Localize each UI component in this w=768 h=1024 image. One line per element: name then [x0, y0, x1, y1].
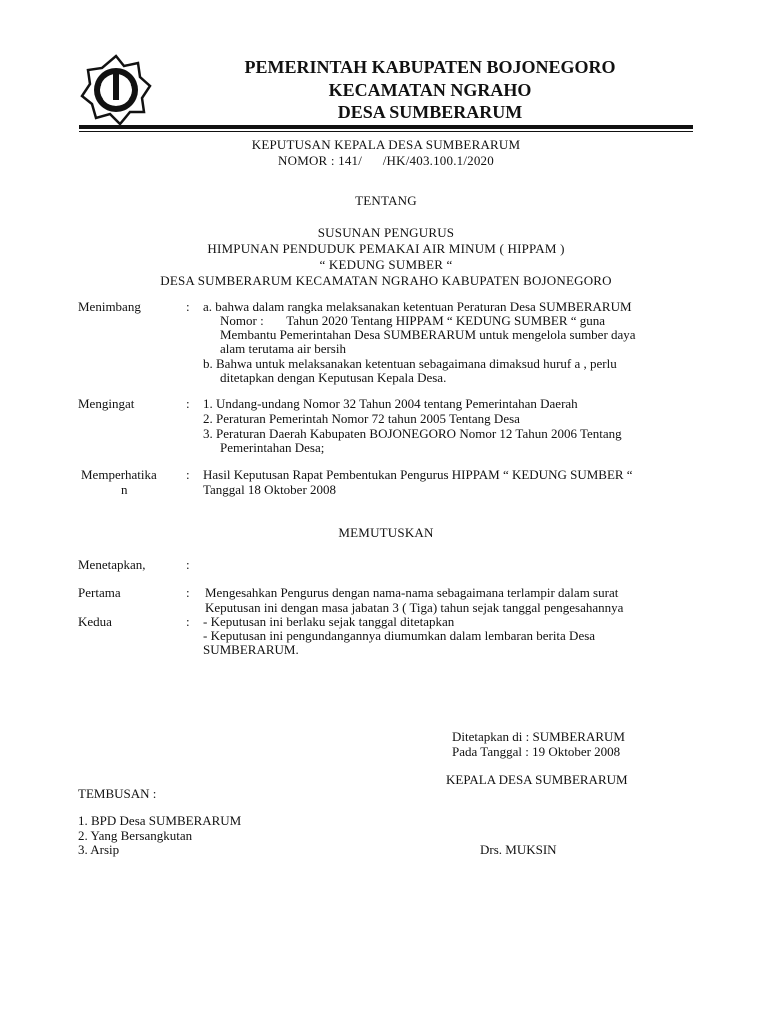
menimbang-line: a. bahwa dalam rangka melaksanakan ketentuan Peraturan Desa SUMBERARUM [203, 299, 632, 314]
signature-place: Ditetapkan di : SUMBERARUM [452, 729, 625, 744]
kedua-colon: : [186, 614, 190, 629]
subject-line-1: SUSUNAN PENGURUS [317, 225, 455, 240]
tembusan-label: TEMBUSAN : [78, 786, 157, 801]
mengingat-line: 2. Peraturan Pemerintah Nomor 72 tahun 2005 Tentang Desa [203, 411, 520, 426]
kedua-line: - Keputusan ini berlaku sejak tanggal ditetapkan [203, 614, 455, 629]
tembusan-item: 2. Yang Bersangkutan [78, 828, 193, 843]
memperhatikan-colon: : [186, 467, 190, 482]
header-divider-thin [79, 131, 693, 132]
decision-heading: MEMUTUSKAN [338, 525, 434, 540]
mengingat-line: 1. Undang-undang Nomor 32 Tahun 2004 tentang Pemerintahan Daerah [203, 396, 578, 411]
menimbang-label: Menimbang [78, 299, 141, 314]
menimbang-colon: : [186, 299, 190, 314]
pertama-line: Keputusan ini dengan masa jabatan 3 ( Tiga) tahun sejak tanggal pengesahannya [205, 600, 624, 615]
menetapkan-colon: : [186, 557, 190, 572]
kedua-label: Kedua [78, 614, 112, 629]
decree-title: KEPUTUSAN KEPALA DESA SUMBERARUM [251, 137, 521, 152]
menimbang-line: ditetapkan dengan Keputusan Kepala Desa. [220, 370, 447, 385]
header-government: PEMERINTAH KABUPATEN BOJONEGORO [244, 57, 616, 77]
subject-line-4: DESA SUMBERARUM KECAMATAN NGRAHO KABUPATEN BOJONEGORO [160, 273, 612, 288]
menetapkan-label: Menetapkan, [78, 557, 146, 572]
tembusan-item: 1. BPD Desa SUMBERARUM [78, 813, 242, 828]
header-divider-thick [79, 125, 693, 129]
signature-position: KEPALA DESA SUMBERARUM [446, 772, 628, 787]
mengingat-colon: : [186, 396, 190, 411]
memperhatikan-line: Hasil Keputusan Rapat Pembentukan Pengurus HIPPAM “ KEDUNG SUMBER “ [203, 467, 633, 482]
pertama-colon: : [186, 585, 190, 600]
memperhatikan-line: Tanggal 18 Oktober 2008 [203, 482, 337, 497]
decree-number: NOMOR : 141/ /HK/403.100.1/2020 [278, 153, 494, 168]
mengingat-line: 3. Peraturan Daerah Kabupaten BOJONEGORO Nomor 12 Tahun 2006 Tentang [203, 426, 622, 441]
kedua-line: SUMBERARUM. [203, 642, 299, 657]
menimbang-line: b. Bahwa untuk melaksanakan ketentuan sebagaimana dimaksud huruf a , perlu [203, 356, 617, 371]
tembusan-item: 3. Arsip [78, 842, 120, 857]
mengingat-label: Mengingat [78, 396, 135, 411]
pertama-label: Pertama [78, 585, 121, 600]
kedua-line: - Keputusan ini pengundangannya diumumkan dalam lembaran berita Desa [203, 628, 596, 643]
pertama-line: Mengesahkan Pengurus dengan nama-nama sebagaimana terlampir dalam surat [205, 585, 619, 600]
header-village: DESA SUMBERARUM [337, 102, 523, 122]
subject-line-3: “ KEDUNG SUMBER “ [319, 257, 453, 272]
signature-date: Pada Tanggal : 19 Oktober 2008 [452, 744, 621, 759]
memperhatikan-label: Memperhatika [81, 467, 157, 482]
subject-line-2: HIMPUNAN PENDUDUK PEMAKAI AIR MINUM ( HIPPAM ) [207, 241, 565, 256]
memperhatikan-label-wrap: n [121, 482, 128, 497]
about-heading: TENTANG [355, 193, 417, 208]
menimbang-line: Nomor : Tahun 2020 Tentang HIPPAM “ KEDUNG SUMBER “ guna [220, 313, 606, 328]
menimbang-line: Membantu Pemerintahan Desa SUMBERARUM untuk mengelola sumber daya [220, 327, 636, 342]
header-district: KECAMATAN NGRAHO [328, 80, 532, 100]
menimbang-line: alam terutama air bersih [220, 341, 346, 356]
regency-emblem-icon [80, 54, 152, 126]
mengingat-line: Pemerintahan Desa; [220, 440, 325, 455]
signature-name: Drs. MUKSIN [480, 842, 557, 857]
